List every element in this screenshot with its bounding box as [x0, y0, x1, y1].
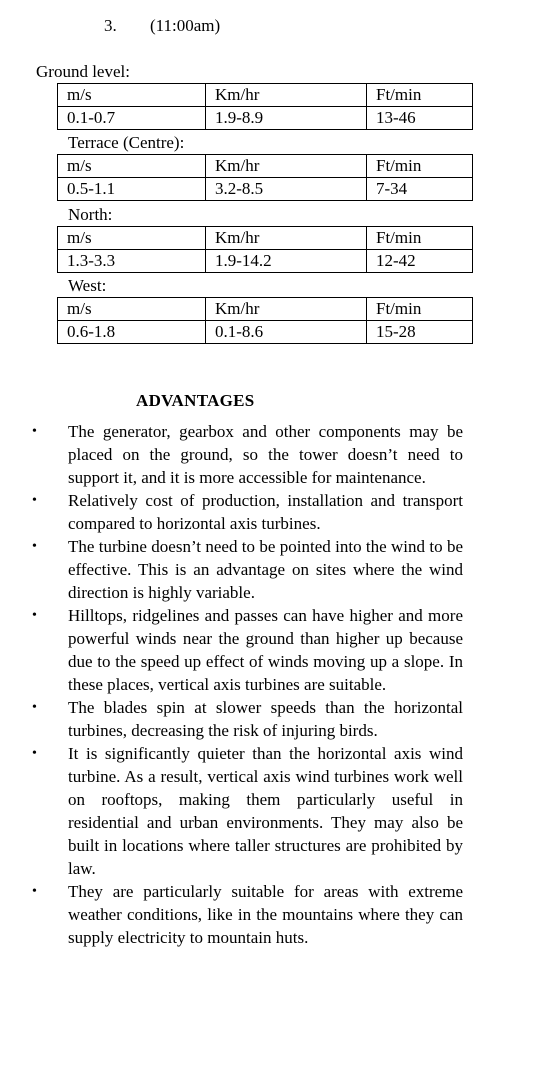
header-cell-kmhr: Km/hr: [206, 298, 367, 321]
header-cell-ms: m/s: [58, 84, 206, 107]
list-item: [0, 742, 537, 880]
value-cell-kmhr: 3.2-8.5: [206, 178, 367, 201]
value-cell-ftmin: 13-46: [367, 107, 473, 130]
value-cell-ms: 1.3-3.3: [58, 250, 206, 273]
list-item: [0, 535, 537, 604]
table-header-row: [58, 84, 473, 107]
value-cell-kmhr: 0.1-8.6: [206, 321, 367, 344]
list-item-text: They are particularly suitable for areas with extreme weather conditions, like in the mountains where they can supply electricity to mountain huts.: [68, 882, 463, 947]
list-item: [0, 604, 537, 696]
list-item: [0, 880, 537, 949]
table-header-row: [58, 227, 473, 250]
header-cell-kmhr: Km/hr: [206, 227, 367, 250]
list-item: [0, 489, 537, 535]
value-cell-kmhr: 1.9-14.2: [206, 250, 367, 273]
header-cell-ms: m/s: [58, 227, 206, 250]
header-cell-ftmin: Ft/min: [367, 84, 473, 107]
header-cell-ftmin: Ft/min: [367, 227, 473, 250]
value-cell-ftmin: 7-34: [367, 178, 473, 201]
section-number: 3.: [104, 16, 117, 35]
bullet-icon: •: [32, 608, 37, 623]
value-cell-ftmin: 15-28: [367, 321, 473, 344]
advantages-title: ADVANTAGES: [136, 391, 255, 410]
header-cell-ftmin: Ft/min: [367, 155, 473, 178]
list-item: [0, 420, 537, 489]
wind-table-north: [57, 226, 473, 273]
value-cell-ftmin: 12-42: [367, 250, 473, 273]
table-row: [58, 321, 473, 344]
list-item-text: It is significantly quieter than the horizontal axis wind turbine. As a result, vertical axis wind turbines work well on rooftops, making them particularly useful in residential and urban environments. They may also be built in locations where taller structures are prohibited by law.: [68, 744, 463, 878]
header-cell-kmhr: Km/hr: [206, 155, 367, 178]
header-cell-ftmin: Ft/min: [367, 298, 473, 321]
bullet-icon: •: [32, 700, 37, 715]
section-time: (11:00am): [150, 16, 221, 35]
header-cell-ms: m/s: [58, 298, 206, 321]
wind-table-west: [57, 297, 473, 344]
list-item-text: Hilltops, ridgelines and passes can have higher and more powerful winds near the ground than higher up because due to the speed up effect of winds moving up a slope. In these places, vertical axis turbines are suitable.: [68, 606, 463, 694]
bullet-icon: •: [32, 424, 37, 439]
location-label-north: North:: [68, 205, 113, 224]
bullet-icon: •: [32, 493, 37, 508]
table-header-row: [58, 298, 473, 321]
list-item-text: The blades spin at slower speeds than the horizontal turbines, decreasing the risk of injuring birds.: [68, 698, 463, 740]
header-cell-kmhr: Km/hr: [206, 84, 367, 107]
location-label-terrace: Terrace (Centre):: [68, 133, 185, 152]
list-item-text: Relatively cost of production, installation and transport compared to horizontal axis turbines.: [68, 491, 463, 533]
value-cell-ms: 0.6-1.8: [58, 321, 206, 344]
bullet-icon: •: [32, 884, 37, 899]
table-row: [58, 250, 473, 273]
value-cell-ms: 0.5-1.1: [58, 178, 206, 201]
value-cell-ms: 0.1-0.7: [58, 107, 206, 130]
list-item: [0, 696, 537, 742]
location-label-west: West:: [68, 276, 107, 295]
location-label-ground: Ground level:: [36, 62, 130, 81]
value-cell-kmhr: 1.9-8.9: [206, 107, 367, 130]
advantages-list: [0, 420, 537, 949]
list-item-text: The turbine doesn’t need to be pointed into the wind to be effective. This is an advantage on sites where the wind direction is highly variable.: [68, 537, 463, 602]
table-row: [58, 107, 473, 130]
table-row: [58, 178, 473, 201]
wind-table-ground: [57, 83, 473, 130]
list-item-text: The generator, gearbox and other components may be placed on the ground, so the tower doesn’t need to support it, and it is more accessible for maintenance.: [68, 422, 463, 487]
header-cell-ms: m/s: [58, 155, 206, 178]
bullet-icon: •: [32, 539, 37, 554]
table-header-row: [58, 155, 473, 178]
section-heading: [0, 16, 537, 40]
wind-table-terrace: [57, 154, 473, 201]
bullet-icon: •: [32, 746, 37, 761]
